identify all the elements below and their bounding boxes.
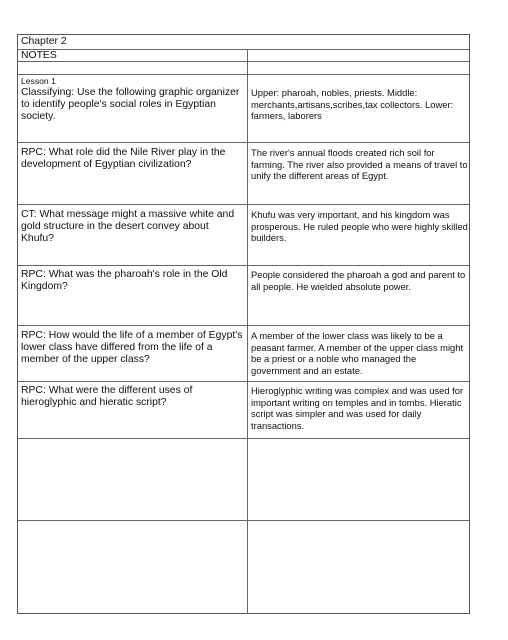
- question-text: RPC: What were the different uses of hieroglyphic and hieratic script?: [21, 385, 193, 408]
- answer-text: People considered the pharoah a god and parent to all people. He wielded absolute power.: [251, 269, 466, 292]
- column-divider: [247, 521, 248, 614]
- table-row: [18, 75, 469, 143]
- table-row: [18, 266, 469, 326]
- question-text: RPC: What role did the Nile River play in the development of Egyptian civilization?: [21, 147, 226, 170]
- lesson-label: Lesson 1: [21, 76, 56, 86]
- table-row: [18, 205, 469, 266]
- question-text: RPC: What was the pharoah's role in the Old Kingdom?: [21, 269, 228, 292]
- table-row: [18, 382, 469, 439]
- answer-text: [248, 439, 471, 443]
- lesson-cell: [18, 75, 247, 125]
- column-divider: [247, 439, 248, 520]
- answer-text: A member of the lower class was likely to be a peasant farmer. A member of the upper class might be a priest or a noble who managed the government and an estate.: [251, 330, 464, 376]
- answer-text: Upper: pharoah, nobles, priests. Middle: merchants,artisans,scribes,tax collectors. Lower: farmers, laborers: [251, 87, 454, 121]
- question-text: [18, 521, 247, 525]
- chapter-row: [18, 35, 469, 50]
- answer-text: The river's annual floods created rich soil for farming. The river also provided a means of travel to unify the different areas of Egypt.: [251, 147, 468, 181]
- chapter-title: Chapter 2: [21, 36, 67, 47]
- answer-text: [248, 521, 471, 525]
- column-divider: [247, 50, 248, 61]
- table-row: [18, 143, 469, 205]
- table-row: [18, 439, 469, 521]
- question-text: Classifying: Use the following graphic organizer to identify people's social roles in Egyptian society.: [21, 87, 240, 122]
- table-row: [18, 326, 469, 382]
- question-text: RPC: How would the life of a member of Egypt's lower class have differed from the life of a member of the upper class?: [21, 330, 243, 365]
- spacer-row: [18, 62, 469, 75]
- question-text: CT: What message might a massive white and gold structure in the desert convey about Khufu?: [21, 209, 235, 244]
- answer-text: Hieroglyphic writing was complex and was used for important writing on temples and in tombs. Hieratic script was simpler and was used for daily transactions.: [251, 385, 464, 431]
- notes-label: NOTES: [21, 50, 57, 61]
- answer-text: Khufu was very important, and his kingdom was prosperous. He ruled people who were highly skilled builders.: [251, 209, 468, 243]
- notes-row: [18, 50, 469, 62]
- column-divider: [247, 62, 248, 74]
- question-text: [18, 439, 247, 443]
- notes-table: [17, 34, 470, 614]
- table-row: [18, 521, 469, 614]
